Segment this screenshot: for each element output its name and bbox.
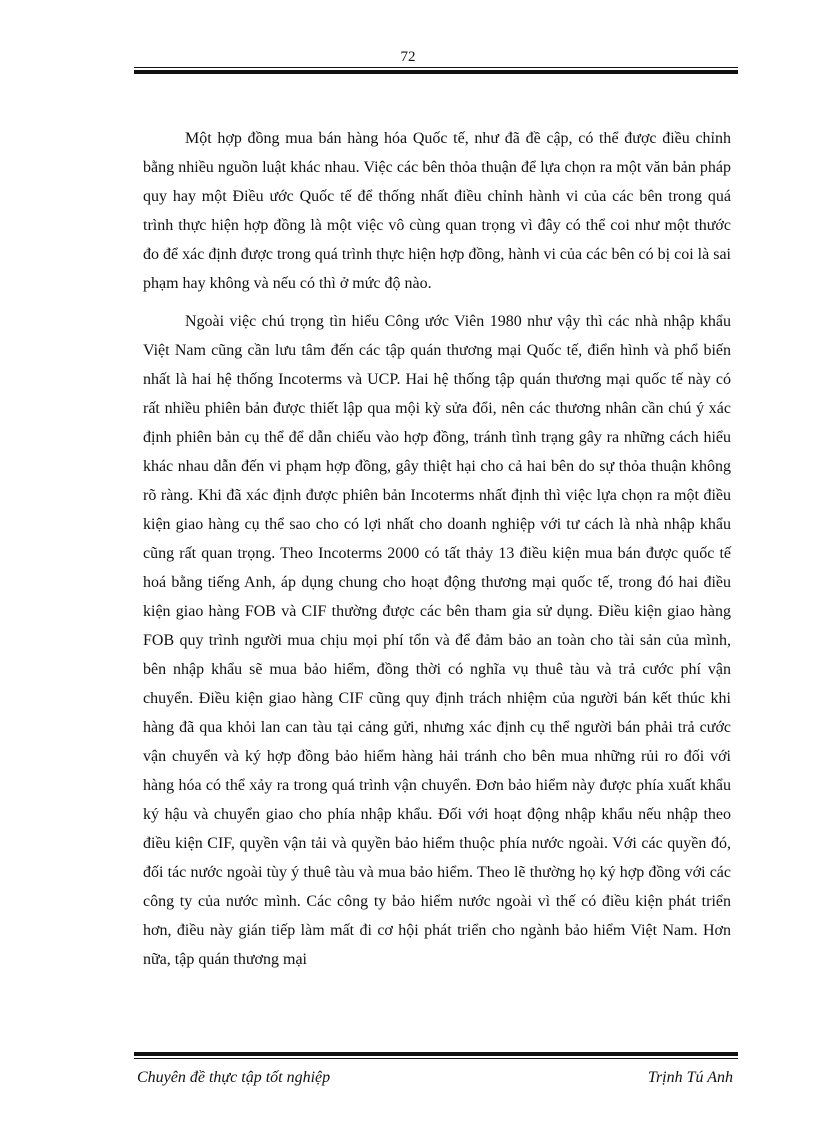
- footer-document-title: Chuyên đề thực tập tốt nghiệp: [137, 1069, 331, 1086]
- header-divider-thin-line: [134, 67, 738, 68]
- footer-divider: [134, 1052, 738, 1059]
- document-body: [143, 124, 731, 983]
- header-divider-thick-line: [134, 70, 738, 74]
- footer-divider-thin-line: [134, 1058, 738, 1059]
- page-number: 72: [400, 49, 416, 65]
- paragraph: Ngoài việc chú trọng tìn hiểu Công ước Viên 1980 như vậy thì các nhà nhập khẩu Việt Nam cũng cần lưu tâm đến các tập quán thương mại Quốc tế, điển hình và phổ biến nhất là hai hệ thống Incoterms và UCP. Hai hệ thống tập quán thương mại quốc tế này có rất nhiều phiên bản được thiết lập qua mội kỳ sửa đổi, nên các thương nhân cần chú ý xác định phiên bản cụ thể để dẫn chiếu vào hợp đồng, tránh tình trạng gây ra những cách hiểu khác nhau dẫn đến vi phạm hợp đồng, gây thiệt hại cho cả hai bên do sự thỏa thuận không rõ ràng. Khi đã xác định được phiên bản Incoterms nhất định thì việc lựa chọn ra một điều kiện giao hàng cụ thể sao cho có lợi nhất cho doanh nghiệp với tư cách là nhà nhập khẩu cũng rất quan trọng. Theo Incoterms 2000 có tất thảy 13 điều kiện mua bán được quốc tế hoá bằng tiếng Anh, áp dụng chung cho hoạt động thương mại quốc tế, trong đó hai điều kiện giao hàng FOB và CIF thường được các bên tham gia sử dụng. Điều kiện giao hàng FOB quy trình người mua chịu mọi phí tổn và để đảm bảo an toàn cho tài sản của mình, bên nhập khẩu sẽ mua bảo hiểm, đồng thời có nghĩa vụ thuê tàu và trả cước phí vận chuyển. Điều kiện giao hàng CIF cũng quy định trách nhiệm của người bán kết thúc khi hàng đã qua khỏi lan can tàu tại cảng gửi, nhưng xác định cụ thể người bán phải trả cước vận chuyển và ký hợp đồng bảo hiểm hàng hải tránh cho bên mua những rủi ro đối với hàng hóa có thể xảy ra trong quá trình vận chuyển. Đơn bảo hiểm này được phía xuất khẩu ký hậu và chuyển giao cho phía nhập khẩu. Đối với hoạt động nhập khẩu nếu nhập theo điều kiện CIF, quyền vận tải và quyền bảo hiểm thuộc phía nước ngoài. Với các quyền đó, đối tác nước ngoài tùy ý thuê tàu và mua bảo hiểm. Theo lẽ thường họ ký hợp đồng với các công ty của nước mình. Các công ty bảo hiểm nước ngoài vì thế có điều kiện phát triển hơn, điều này gián tiếp làm mất đi cơ hội phát triển cho ngành bảo hiểm Việt Nam. Hơn nữa, tập quán thương mại: [143, 313, 731, 968]
- paragraph: Một hợp đồng mua bán hàng hóa Quốc tế, như đã đề cập, có thể được điều chỉnh bằng nhiều nguồn luật khác nhau. Việc các bên thỏa thuận để lựa chọn ra một văn bản pháp quy hay một Điều ước Quốc tế để thống nhất điều chỉnh hành vi của các bên trong quá trình thực hiện hợp đồng là một việc vô cùng quan trọng vì đây có thể coi như một thước đo để xác định được trong quá trình thực hiện hợp đồng, hành vi của các bên có bị coi là sai phạm hay không và nếu có thì ở mức độ nào.: [143, 130, 731, 292]
- footer-author-name: Trịnh Tú Anh: [647, 1069, 733, 1086]
- header-divider: [134, 67, 738, 74]
- footer-divider-thick-line: [134, 1052, 738, 1056]
